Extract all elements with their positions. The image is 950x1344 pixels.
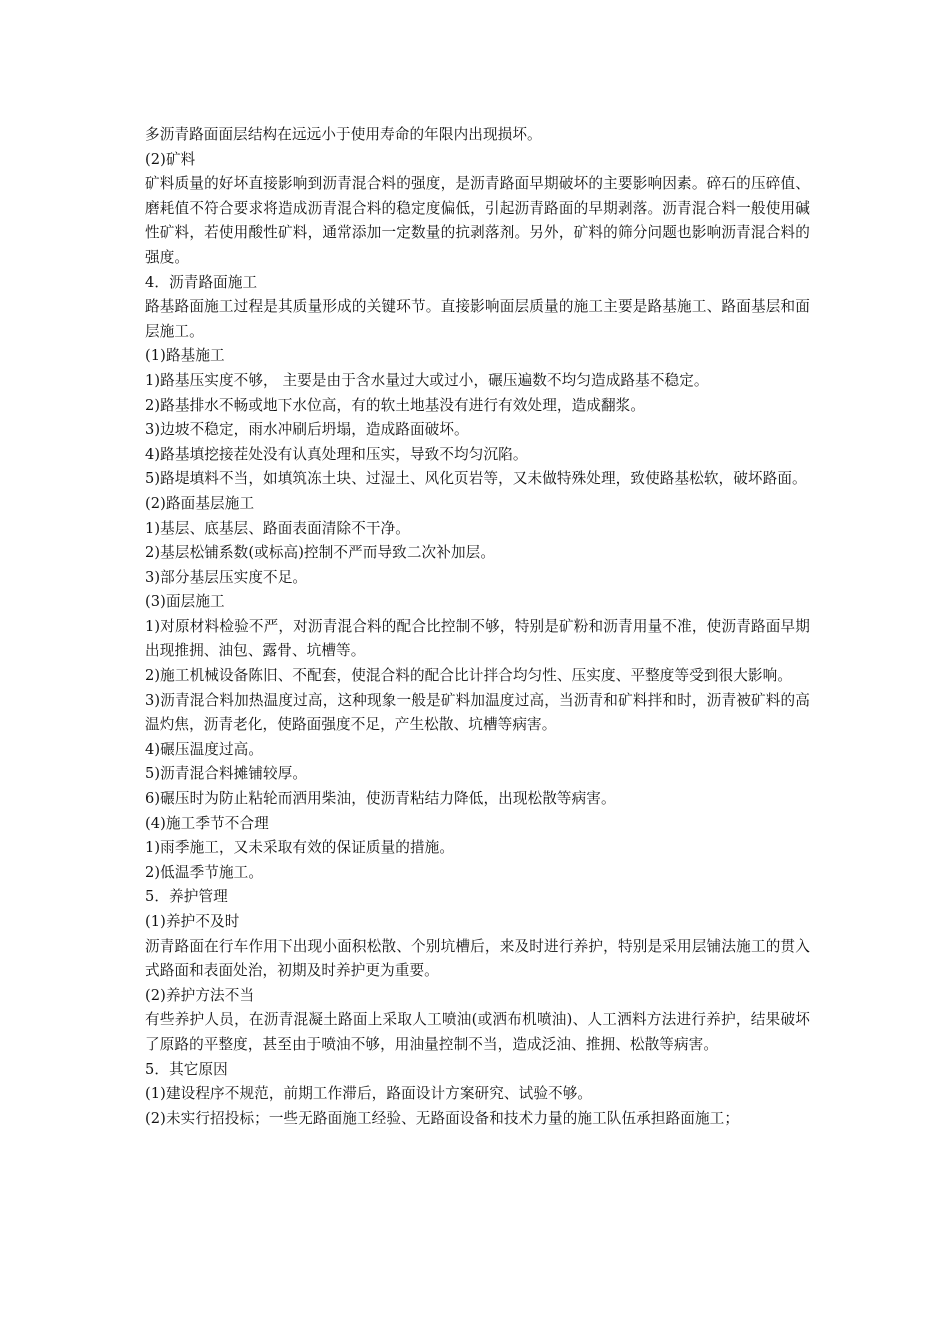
heading-maintenance: 5．养护管理 xyxy=(145,888,228,906)
paragraph-improper-method: 有些养护人员，在沥青混凝土路面上采取人工喷油(或洒布机喷油)、人工洒料方法进行养护，结果破坏了原路的平整度，甚至由于喷油不够，用油量控制不当，造成泛油、推拥、松散等病害。 xyxy=(145,1011,810,1053)
paragraph-mineral-aggregate: 矿料质量的好坏直接影响到沥青混合料的强度，是沥青路面早期破坏的主要影响因素。碎石的压碎值、磨耗值不符合要求将造成沥青混合料的稳定度偏低，引起沥青路面的早期剥落。沥青混合料一般使用碱性矿料，若使用酸性矿料，通常添加一定数量的抗剥落剂。另外，矿料的筛分问题也影响沥青混合料的强度。 xyxy=(145,175,810,266)
list-item-other-2: (2)未实行招投标；一些无路面施工经验、无路面设备和技术力量的施工队伍承担路面施工； xyxy=(145,1109,740,1127)
subheading-subgrade-construction: (1)路基施工 xyxy=(145,347,225,365)
subheading-mineral-aggregate: (2)矿料 xyxy=(145,150,196,168)
list-item-surface-5: 5)沥青混合料摊铺较厚。 xyxy=(145,765,308,783)
list-item-surface-3: 3)沥青混合料加热温度过高，这种现象一般是矿料加温度过高，当沥青和矿料拌和时，沥青被矿料的高温灼焦，沥青老化，使路面强度不足，产生松散、坑槽等病害。 xyxy=(145,691,810,734)
list-item-base-3: 3)部分基层压实度不足。 xyxy=(145,568,308,586)
list-item-base-2: 2)基层松铺系数(或标高)控制不严而导致二次补加层。 xyxy=(145,544,496,562)
document-body xyxy=(145,123,810,1131)
subheading-base-construction: (2)路面基层施工 xyxy=(145,494,255,512)
list-item-surface-1: 1)对原材料检验不严，对沥青混合料的配合比控制不够，特别是矿粉和沥青用量不准，使沥青路面早期出现推拥、油包、露骨、坑槽等。 xyxy=(145,617,810,660)
list-item-season-2: 2)低温季节施工。 xyxy=(145,863,264,881)
paragraph-untimely-maintenance: 沥青路面在行车作用下出现小面积松散、个别坑槽后，来及时进行养护，特别是采用层铺法施工的贯入式路面和表面处治，初期及时养护更为重要。 xyxy=(145,937,810,980)
list-item-subgrade-5: 5)路堤填料不当，如填筑冻土块、过湿土、风化页岩等，又未做特殊处理，致使路基松软，破坏路面。 xyxy=(145,470,807,488)
subheading-improper-method: (2)养护方法不当 xyxy=(145,986,255,1004)
list-item-season-1: 1)雨季施工，又未采取有效的保证质量的措施。 xyxy=(145,839,455,857)
list-item-other-1: (1)建设程序不规范，前期工作滞后，路面设计方案研究、试验不够。 xyxy=(145,1085,593,1103)
paragraph-construction-overview: 路基路面施工过程是其质量形成的关键环节。直接影响面层质量的施工主要是路基施工、路面基层和面层施工。 xyxy=(145,298,810,340)
list-item-subgrade-4: 4)路基填挖接茬处没有认真处理和压实，导致不均匀沉陷。 xyxy=(145,445,528,463)
list-item-base-1: 1)基层、底基层、路面表面清除不干净。 xyxy=(145,519,410,537)
list-item-surface-4: 4)碾压温度过高。 xyxy=(145,740,264,758)
list-item-subgrade-1: 1)路基压实度不够， 主要是由于含水量过大或过小，碾压遍数不均匀造成路基不稳定。 xyxy=(145,371,709,389)
paragraph-intro-damage: 多沥青路面面层结构在远远小于使用寿命的年限内出现损坏。 xyxy=(145,126,542,143)
subheading-season: (4)施工季节不合理 xyxy=(145,814,269,832)
list-item-subgrade-3: 3)边坡不稳定，雨水冲刷后坍塌，造成路面破坏。 xyxy=(145,421,469,439)
subheading-surface-construction: (3)面层施工 xyxy=(145,593,225,611)
list-item-subgrade-2: 2)路基排水不畅或地下水位高，有的软土地基没有进行有效处理，造成翻浆。 xyxy=(145,396,646,414)
list-item-surface-6: 6)碾压时为防止粘轮而洒用柴油，使沥青粘结力降低，出现松散等病害。 xyxy=(145,790,616,808)
subheading-untimely-maintenance: (1)养护不及时 xyxy=(145,913,240,930)
heading-other-reasons: 5．其它原因 xyxy=(145,1060,228,1078)
heading-asphalt-construction: 4．沥青路面施工 xyxy=(145,273,258,291)
list-item-surface-2: 2)施工机械设备陈旧、不配套，使混合料的配合比计拌合均匀性、压实度、平整度等受到很大影响。 xyxy=(145,667,793,685)
